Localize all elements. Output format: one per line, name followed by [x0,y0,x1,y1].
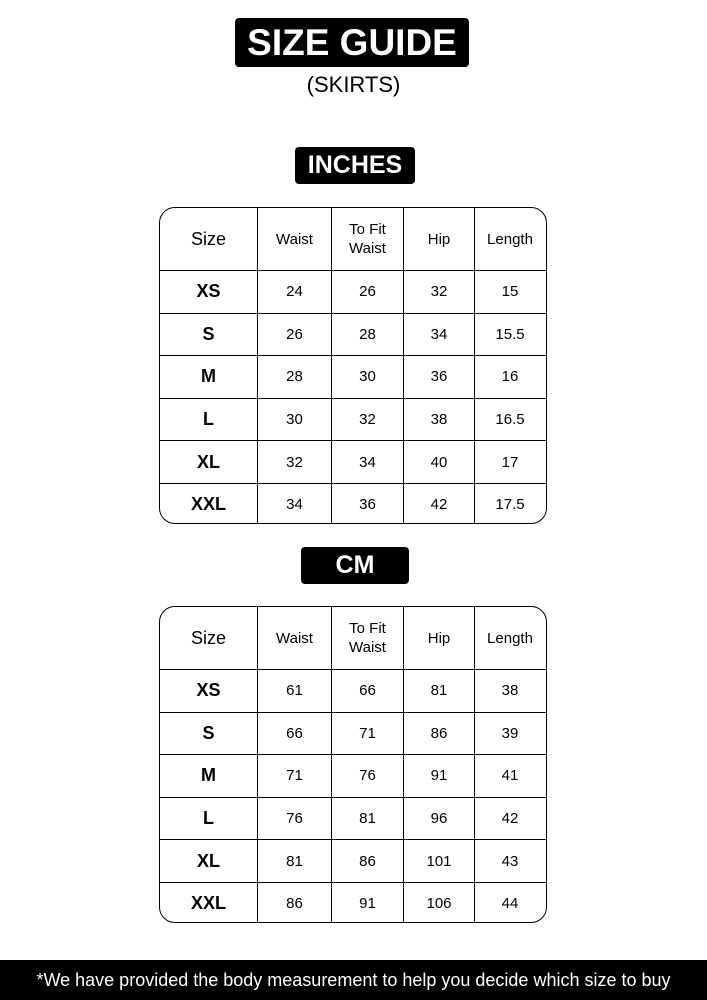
header-hip: Hip [403,208,474,270]
to-fit-waist-cell: 36 [331,484,403,524]
table-row [160,398,546,441]
header-to-fit-waist: To Fit Waist [331,208,403,270]
table-row [160,882,546,923]
waist-cell: 76 [257,798,331,840]
inches-section-label: INCHES [295,147,415,184]
inches-size-table [159,207,547,524]
waist-cell: 71 [257,755,331,797]
header-waist: Waist [257,208,331,270]
size-cell: L [203,409,214,430]
length-cell: 15.5 [474,314,545,356]
header-to-fit-waist: To Fit Waist [331,607,403,669]
hip-cell: 38 [403,399,474,441]
waist-cell: 86 [257,883,331,923]
length-cell: 15 [474,271,545,313]
cm-section-label: CM [301,547,409,584]
header-length: Length [474,208,545,270]
to-fit-waist-cell: 34 [331,441,403,483]
size-cell: M [201,366,216,387]
size-cell: L [203,808,214,829]
length-cell: 17.5 [474,484,545,524]
table-row [160,669,546,712]
page-subtitle: (SKIRTS) [306,72,401,97]
header-size: Size [190,627,226,648]
length-cell: 43 [474,840,545,882]
length-cell: 42 [474,798,545,840]
table-row [160,839,546,882]
to-fit-waist-cell: 86 [331,840,403,882]
table-row [160,313,546,356]
table-row [160,712,546,755]
size-cell: M [201,765,216,786]
table-row [160,440,546,483]
table-row [160,355,546,398]
hip-cell: 34 [403,314,474,356]
to-fit-waist-cell: 71 [331,713,403,755]
hip-cell: 91 [403,755,474,797]
table-header-row [160,208,546,270]
waist-cell: 26 [257,314,331,356]
size-cell: XL [196,850,220,871]
size-cell: XXL [190,494,226,515]
size-cell: XL [196,451,220,472]
hip-cell: 81 [403,670,474,712]
to-fit-waist-cell: 66 [331,670,403,712]
size-cell: XS [196,281,221,302]
waist-cell: 81 [257,840,331,882]
table-header-row [160,607,546,669]
waist-cell: 28 [257,356,331,398]
to-fit-waist-cell: 91 [331,883,403,923]
page-title: SIZE GUIDE [235,18,469,67]
to-fit-waist-cell: 81 [331,798,403,840]
table-row [160,797,546,840]
waist-cell: 24 [257,271,331,313]
length-cell: 16.5 [474,399,545,441]
header-length: Length [474,607,545,669]
header-size: Size [190,228,226,249]
hip-cell: 96 [403,798,474,840]
waist-cell: 34 [257,484,331,524]
size-cell: XS [196,680,221,701]
length-cell: 16 [474,356,545,398]
to-fit-waist-cell: 26 [331,271,403,313]
hip-cell: 40 [403,441,474,483]
footer-note: *We have provided the body measurement to help you decide which size to buy [0,960,707,1000]
length-cell: 17 [474,441,545,483]
waist-cell: 32 [257,441,331,483]
size-cell: S [202,722,215,743]
to-fit-waist-cell: 32 [331,399,403,441]
hip-cell: 101 [403,840,474,882]
to-fit-waist-cell: 30 [331,356,403,398]
to-fit-waist-cell: 28 [331,314,403,356]
hip-cell: 36 [403,356,474,398]
size-cell: S [202,323,215,344]
hip-cell: 86 [403,713,474,755]
waist-cell: 30 [257,399,331,441]
table-row [160,483,546,524]
size-cell: XXL [190,893,226,914]
length-cell: 41 [474,755,545,797]
length-cell: 44 [474,883,545,923]
hip-cell: 106 [403,883,474,923]
table-row [160,270,546,313]
hip-cell: 42 [403,484,474,524]
to-fit-waist-cell: 76 [331,755,403,797]
waist-cell: 66 [257,713,331,755]
header-hip: Hip [403,607,474,669]
table-row [160,754,546,797]
hip-cell: 32 [403,271,474,313]
length-cell: 38 [474,670,545,712]
cm-size-table [159,606,547,923]
length-cell: 39 [474,713,545,755]
header-waist: Waist [257,607,331,669]
waist-cell: 61 [257,670,331,712]
